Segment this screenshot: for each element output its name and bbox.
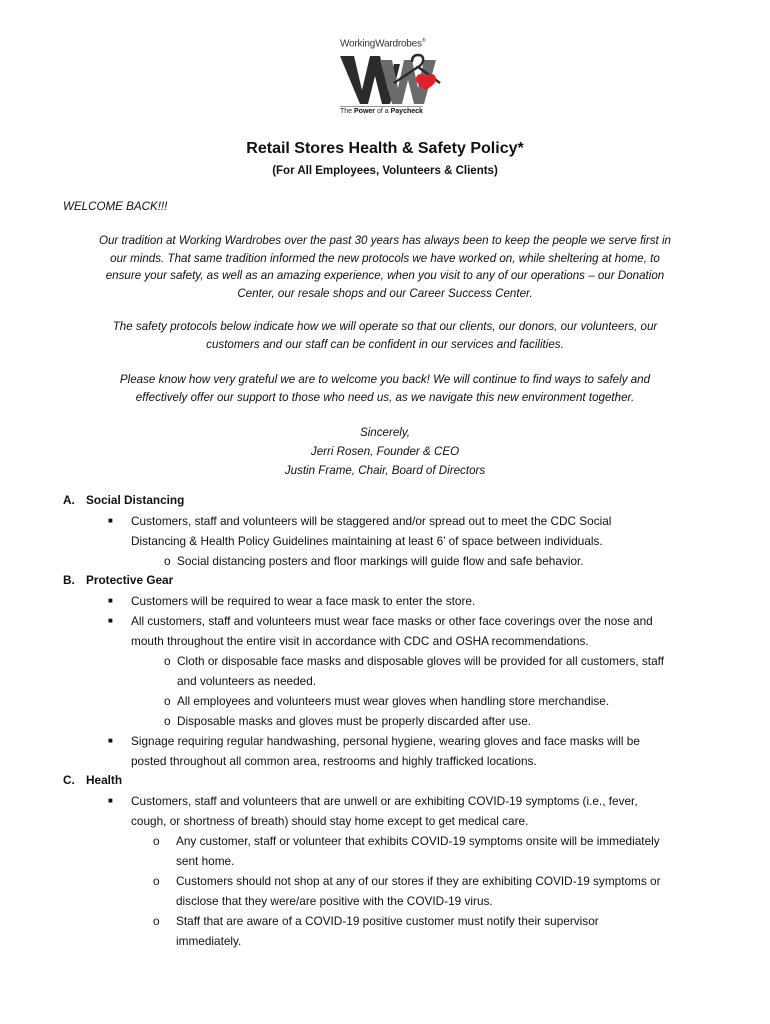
bullet-marker: ■ (108, 516, 113, 525)
paragraph-line: Center, our resale shops and our Career Success Center. (237, 286, 533, 300)
bullet-marker: ■ (108, 596, 113, 605)
signature-line: Justin Frame, Chair, Board of Directors (284, 464, 486, 477)
sub-marker: o (164, 654, 171, 668)
item-line: cough, or shortness of breath) should stay home except to get medical care. (131, 814, 529, 828)
ww-hanger-heart-icon (340, 50, 444, 106)
item-line: disclose that they were/are positive with the COVID-19 virus. (176, 894, 493, 908)
paragraph-line: The safety protocols below indicate how we will operate so that our clients, our donors, our volunteers, our (112, 320, 658, 333)
item-line: and volunteers as needed. (177, 674, 317, 688)
section-heading-b (63, 573, 173, 587)
paragraph-line: customers and our staff can be confident in our services and facilities. (206, 337, 564, 351)
list-item (108, 511, 708, 551)
paragraph-line: effectively offer our support to those who need us, as we navigate this new environment together. (135, 390, 635, 404)
item-line: Cloth or disposable face masks and disposable gloves will be provided for all customers, staff (177, 654, 664, 668)
bullet-marker: ■ (108, 616, 113, 625)
item-line: Signage requiring regular handwashing, personal hygiene, wearing gloves and face masks will be (131, 734, 640, 748)
sub-marker: o (153, 834, 160, 848)
item-line: posted throughout all common area, restrooms and highly trafficked locations. (131, 754, 537, 768)
sub-marker: o (153, 914, 160, 928)
bullet-marker: ■ (108, 736, 113, 745)
bullet-marker: ■ (108, 796, 113, 805)
sub-marker: o (164, 694, 171, 708)
section-title: Social Distancing (86, 493, 185, 507)
sub-list-item (164, 691, 609, 711)
section-title: Protective Gear (86, 573, 174, 587)
document-title: Retail Stores Health & Safety Policy* (246, 140, 524, 157)
intro-paragraph-3 (60, 371, 710, 406)
sub-list-item (153, 831, 713, 871)
item-line: Customers, staff and volunteers will be staggered and/or spread out to meet the CDC Social (131, 514, 612, 528)
paragraph-line: ensure your safety, as well as an amazing experience, when you visit to any of our operations – our Donation (105, 269, 665, 282)
intro-paragraph-1 (60, 232, 710, 302)
section-letter: A. (63, 493, 75, 507)
item-line: Customers should not shop at any of our stores if they are exhibiting COVID-19 symptoms or (176, 874, 661, 888)
sub-list-item (164, 651, 709, 691)
section-heading-c (63, 773, 122, 787)
sub-list-item (153, 911, 713, 951)
item-line: Disposable masks and gloves must be properly discarded after use. (177, 714, 532, 728)
item-line: Social distancing posters and floor markings will guide flow and safe behavior. (177, 554, 584, 568)
signature-block (0, 423, 770, 480)
signature-line: Jerri Rosen, Founder & CEO (310, 445, 460, 458)
sub-list-item (153, 871, 713, 911)
intro-paragraph-2 (60, 318, 710, 353)
document-subtitle: (For All Employees, Volunteers & Clients) (272, 165, 498, 177)
welcome-line: WELCOME BACK!!! (63, 200, 168, 213)
signature-line: Sincerely, (359, 426, 411, 439)
item-line: immediately. (176, 934, 242, 948)
item-line: Distancing & Health Policy Guidelines maintaining at least 6’ of space between individuals. (131, 534, 603, 548)
item-line: Customers will be required to wear a face mask to enter the store. (131, 594, 476, 608)
section-title: Health (86, 773, 123, 787)
working-wardrobes-logo (336, 38, 448, 118)
sub-marker: o (164, 714, 171, 728)
item-line: mouth throughout the entire visit in accordance with CDC and OSHA recommendations. (131, 634, 589, 648)
section-letter: C. (63, 773, 75, 787)
item-line: Staff that are aware of a COVID-19 positive customer must notify their supervisor (176, 914, 599, 928)
sub-list-item (164, 711, 531, 731)
logo-wordmark: WorkingWardrobes® (340, 38, 426, 50)
list-item (108, 731, 708, 771)
sub-list-item (164, 551, 584, 571)
item-line: Customers, staff and volunteers that are unwell or are exhibiting COVID-19 symptoms (i.e., fever, (131, 794, 638, 808)
logo-tagline: The Power of a Paycheck (340, 108, 423, 115)
section-letter: B. (63, 573, 75, 587)
list-item (108, 591, 708, 611)
item-line: All employees and volunteers must wear gloves when handling store merchandise. (177, 694, 610, 708)
paragraph-line: our minds. That same tradition informed the new protocols we have worked on, while sheltering at home, to (110, 251, 660, 265)
item-line: sent home. (176, 854, 235, 868)
item-line: All customers, staff and volunteers must wear face masks or other face coverings over the nose and (131, 614, 653, 628)
paragraph-line: Our tradition at Working Wardrobes over the past 30 years has always been to keep the people we serve first in (98, 234, 672, 247)
sub-marker: o (164, 554, 171, 568)
section-heading-a (63, 493, 184, 507)
item-line: Any customer, staff or volunteer that exhibits COVID-19 symptoms onsite will be immediately (176, 834, 660, 848)
sub-marker: o (153, 874, 160, 888)
list-item (108, 611, 708, 651)
paragraph-line: Please know how very grateful we are to welcome you back! We will continue to find ways to safely and (119, 373, 651, 386)
list-item (108, 791, 708, 831)
